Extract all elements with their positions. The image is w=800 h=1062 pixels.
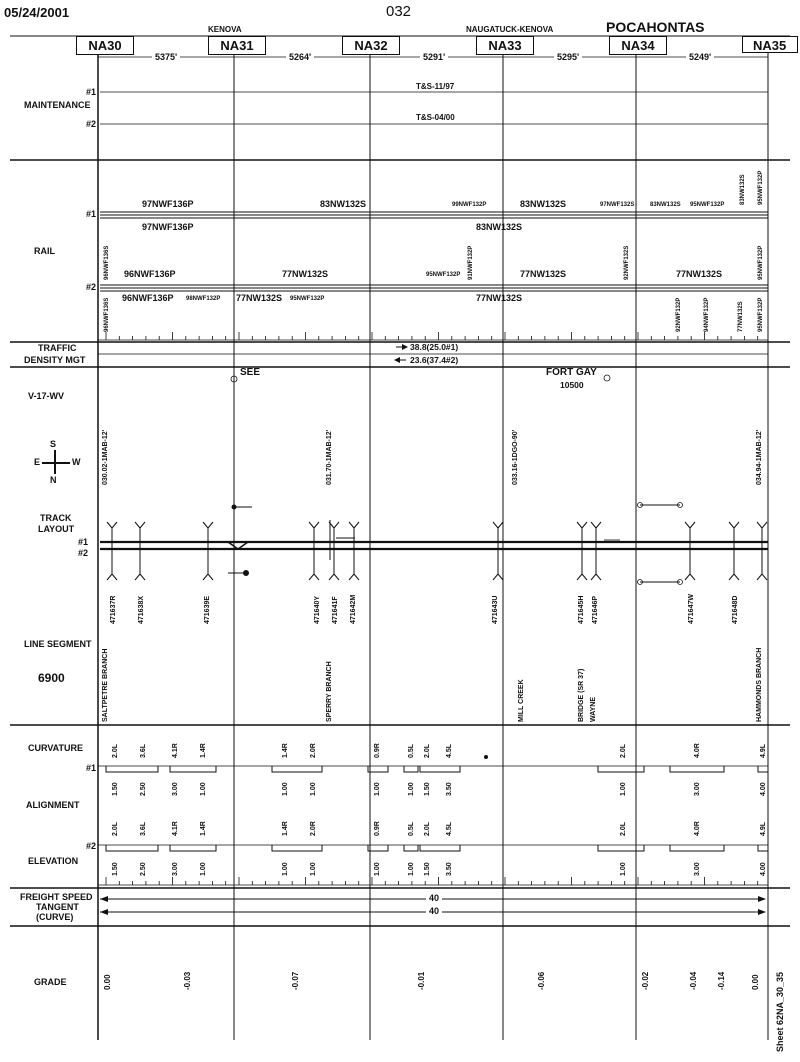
curve-bracket bbox=[758, 845, 768, 851]
freight-tangent-speed: 40 bbox=[426, 894, 442, 903]
density-label: DENSITY MGT bbox=[24, 355, 86, 365]
alignment-value: 3.00 bbox=[694, 782, 701, 796]
grade-value: -0.01 bbox=[417, 971, 426, 990]
grade-value: -0.14 bbox=[717, 971, 726, 990]
crossing-id: 471641F bbox=[332, 596, 339, 624]
sheet-id: Sheet 62NA_30_35 bbox=[775, 971, 785, 1052]
rail-label-item: 96NWF136P bbox=[124, 269, 176, 279]
rail-vertical-label: 95NWF132P bbox=[758, 170, 764, 205]
segment-name: BRIDGE (SR 37) bbox=[578, 668, 585, 722]
crossing-id: 471646P bbox=[592, 595, 599, 624]
curvature-value: 2.0L bbox=[112, 743, 119, 758]
crossing-id: 471643U bbox=[492, 595, 499, 624]
curve-bracket bbox=[758, 766, 768, 772]
curve-bracket bbox=[670, 766, 724, 772]
rail-label-item: 95NWF132P bbox=[290, 296, 325, 302]
milepost-label: 034.94-1MAB-12' bbox=[756, 429, 763, 485]
rail-label-item: 95NWF132P bbox=[426, 272, 461, 278]
crossing-marker-icon bbox=[327, 520, 341, 582]
rail-vertical-label: 96NWF136S bbox=[104, 297, 110, 332]
elevation-value: 1.50 bbox=[112, 862, 119, 876]
crossing-marker-icon bbox=[201, 520, 215, 582]
curvature-track1-label: #1 bbox=[86, 763, 97, 773]
alignment-value: 1.50 bbox=[424, 782, 431, 796]
segment-name: MILL CREEK bbox=[518, 679, 525, 722]
crossing-marker-icon bbox=[347, 520, 361, 582]
alignment-value: 4.00 bbox=[760, 782, 767, 796]
mid-place: NAUGATUCK-KENOVA bbox=[466, 25, 554, 34]
curvature-value: 2.0L bbox=[620, 821, 627, 836]
crossing-marker-icon bbox=[307, 520, 321, 582]
see-note: SEE bbox=[240, 367, 261, 378]
rail-label-item: 97NWF136P bbox=[142, 222, 194, 232]
line-segment-label: LINE SEGMENT bbox=[24, 639, 92, 649]
rail-vertical-label: 95NWF132P bbox=[758, 245, 764, 280]
curve-bracket bbox=[170, 766, 216, 772]
place-code: 10500 bbox=[560, 380, 584, 390]
compass-s: S bbox=[50, 439, 57, 449]
segment-number: 6900 bbox=[38, 671, 65, 685]
curve-bracket bbox=[368, 766, 388, 772]
freight-speed-label: FREIGHT SPEED bbox=[20, 892, 93, 902]
rail-label-item: 99NWF132P bbox=[452, 202, 487, 208]
grade-value: -0.07 bbox=[291, 971, 300, 990]
crossing-id: 471639E bbox=[204, 595, 211, 624]
station-na33: NA33 bbox=[476, 36, 534, 55]
elevation-value: 4.00 bbox=[760, 862, 767, 876]
rail-vertical-label: 95NWF132P bbox=[758, 297, 764, 332]
crossing-marker-icon bbox=[683, 520, 697, 582]
crossing-id: 471642M bbox=[350, 594, 357, 624]
tangent-label: TANGENT bbox=[36, 902, 79, 912]
alignment-value: 3.00 bbox=[172, 782, 179, 796]
alignment-value: 3.50 bbox=[446, 782, 453, 796]
compass-cross-v bbox=[54, 450, 56, 474]
elevation-value: 1.00 bbox=[620, 862, 627, 876]
segment-name: SALTPETRE BRANCH bbox=[102, 648, 109, 722]
elevation-label: ELEVATION bbox=[28, 856, 79, 866]
distance-na32-na33: 5291' bbox=[420, 53, 448, 62]
curvature-value: 2.0R bbox=[310, 743, 317, 758]
traffic-track2: 23.6(37.4#2) bbox=[410, 355, 459, 365]
elevation-value: 1.50 bbox=[424, 862, 431, 876]
distance-na33-na34: 5295' bbox=[554, 53, 582, 62]
rail-label-item: 97NWF136P bbox=[142, 199, 194, 209]
crossing-id: 471637R bbox=[110, 595, 117, 624]
distance-na30-na31: 5375' bbox=[152, 53, 180, 62]
alignment-label: ALIGNMENT bbox=[26, 800, 80, 810]
rail-vertical-label: 83NW132S bbox=[740, 174, 746, 205]
distance-na31-na32: 5264' bbox=[286, 53, 314, 62]
rail-label-item: 97NWF132S bbox=[600, 202, 635, 208]
curve-bracket bbox=[272, 845, 322, 851]
rail-label-item: 77NW132S bbox=[476, 293, 523, 303]
curve-bracket bbox=[598, 845, 644, 851]
curvature-value: 2.0R bbox=[310, 821, 317, 836]
curvature-value: 2.0L bbox=[424, 821, 431, 836]
elevation-value: 3.00 bbox=[172, 862, 179, 876]
curvature-value: 1.4R bbox=[282, 743, 289, 758]
place-name: FORT GAY bbox=[546, 367, 597, 378]
curve-label: (CURVE) bbox=[36, 912, 74, 922]
layout-track1-label: #1 bbox=[78, 537, 89, 547]
elevation-value: 1.00 bbox=[310, 862, 317, 876]
rail-vertical-label: 91NWF132P bbox=[468, 245, 474, 280]
crossing-marker-icon bbox=[755, 520, 769, 582]
station-na32: NA32 bbox=[342, 36, 400, 55]
segment-name: SPERRY BRANCH bbox=[326, 661, 333, 722]
rail-label-item: 77NW132S bbox=[236, 293, 283, 303]
grade-value: -0.02 bbox=[641, 971, 650, 990]
grade-value: -0.03 bbox=[183, 971, 192, 990]
maintenance-track1-value: T&S-11/97 bbox=[416, 82, 455, 91]
rail-label-item: 83NW132S bbox=[650, 202, 681, 208]
curvature-value: 0.9R bbox=[374, 743, 381, 758]
curve-bracket bbox=[404, 766, 418, 772]
rail-vertical-label: 96NWF136S bbox=[104, 245, 110, 280]
rail-label-item: 77NW132S bbox=[520, 269, 567, 279]
compass-n: N bbox=[50, 475, 57, 485]
grade-value: 0.00 bbox=[103, 974, 112, 990]
curve-bracket bbox=[368, 845, 388, 851]
district-name: POCAHONTAS bbox=[606, 19, 705, 35]
curve-bracket bbox=[670, 845, 724, 851]
station-na34: NA34 bbox=[609, 36, 667, 55]
track-layout-label-1: TRACK bbox=[40, 513, 72, 523]
grade-value: 0.00 bbox=[751, 974, 760, 990]
curve-bracket bbox=[404, 845, 418, 851]
maintenance-track1-label: #1 bbox=[86, 87, 97, 97]
track-layout-label-2: LAYOUT bbox=[38, 524, 75, 534]
curvature-value: 4.1R bbox=[172, 821, 179, 836]
curvature-value: 4.1R bbox=[172, 743, 179, 758]
curvature-value: 2.0L bbox=[424, 743, 431, 758]
alignment-value: 1.00 bbox=[200, 782, 207, 796]
rail-label-item: 83NW132S bbox=[476, 222, 523, 232]
crossing-id: 471648D bbox=[732, 595, 739, 624]
traffic-track1: 38.8(25.0#1) bbox=[410, 342, 459, 352]
rail-label-item: 96NWF136P bbox=[122, 293, 174, 303]
curve-bracket bbox=[598, 766, 644, 772]
freight-curve-speed: 40 bbox=[426, 907, 442, 916]
chart-date: 05/24/2001 bbox=[4, 5, 70, 20]
maintenance-track2-value: T&S-04/00 bbox=[416, 113, 455, 122]
alignment-value: 2.50 bbox=[140, 782, 147, 796]
curvature-value: 4.0R bbox=[694, 821, 701, 836]
curvature-value: 0.5L bbox=[408, 821, 415, 836]
curvature-value: 2.0L bbox=[112, 821, 119, 836]
rail-vertical-label: 92NWF132P bbox=[676, 297, 682, 332]
curve-bracket bbox=[272, 766, 322, 772]
traffic-label: TRAFFIC bbox=[38, 343, 77, 353]
curvature-value: 4.5L bbox=[446, 821, 453, 836]
milepost-label: 030.02-1MAB-12' bbox=[102, 429, 109, 485]
segment-name: WAYNE bbox=[590, 696, 597, 722]
station-na31: NA31 bbox=[208, 36, 266, 55]
rail-label-item: 83NW132S bbox=[320, 199, 367, 209]
curvature-value: 0.5L bbox=[408, 743, 415, 758]
curvature-value: 4.9L bbox=[760, 743, 767, 758]
alignment-value: 1.00 bbox=[374, 782, 381, 796]
curvature-value: 1.4R bbox=[282, 821, 289, 836]
crossing-marker-icon bbox=[589, 520, 603, 582]
curve-bracket bbox=[106, 766, 158, 772]
grade-label: GRADE bbox=[34, 977, 67, 987]
maintenance-track2-label: #2 bbox=[86, 119, 97, 129]
station-na35: NA35 bbox=[742, 36, 798, 53]
elevation-value: 1.00 bbox=[200, 862, 207, 876]
curvature-value: 3.6L bbox=[140, 743, 147, 758]
crossing-marker-icon bbox=[491, 520, 505, 582]
alignment-value: 1.00 bbox=[310, 782, 317, 796]
curvature-value: 1.4R bbox=[200, 821, 207, 836]
curve-bracket bbox=[420, 766, 460, 772]
grade-value: -0.06 bbox=[537, 971, 546, 990]
elevation-value: 2.50 bbox=[140, 862, 147, 876]
curve-bracket bbox=[106, 845, 158, 851]
rail-vertical-label: 94NWF132P bbox=[704, 297, 710, 332]
curvature-value: 4.5L bbox=[446, 743, 453, 758]
rail-label-item: 77NW132S bbox=[282, 269, 329, 279]
rail-vertical-label: 92NWF132S bbox=[624, 245, 630, 280]
curvature-label: CURVATURE bbox=[28, 743, 84, 753]
curve-bracket bbox=[170, 845, 216, 851]
elevation-value: 3.50 bbox=[446, 862, 453, 876]
grade-value: -0.04 bbox=[689, 971, 698, 990]
crossing-id: 471640Y bbox=[314, 595, 321, 624]
station-na30: NA30 bbox=[76, 36, 134, 55]
crossing-id: 471645H bbox=[578, 595, 585, 624]
rail-label-item: 95NWF132P bbox=[690, 202, 725, 208]
crossing-id: 471647W bbox=[688, 594, 695, 624]
rail-vertical-label: 77NW132S bbox=[738, 301, 744, 332]
elevation-value: 3.00 bbox=[694, 862, 701, 876]
alignment-value: 1.00 bbox=[620, 782, 627, 796]
compass-w: W bbox=[72, 457, 81, 467]
alignment-value: 1.00 bbox=[282, 782, 289, 796]
crossing-id: 471638X bbox=[138, 595, 145, 624]
crossing-marker-icon bbox=[727, 520, 741, 582]
maintenance-label: MAINTENANCE bbox=[24, 100, 91, 110]
crossing-marker-icon bbox=[133, 520, 147, 582]
compass-cross-h bbox=[42, 462, 70, 464]
layout-track2-label: #2 bbox=[78, 548, 89, 558]
rail-track1-label: #1 bbox=[86, 209, 97, 219]
alignment-value: 1.50 bbox=[112, 782, 119, 796]
rail-track2-label: #2 bbox=[86, 282, 97, 292]
distance-na34-na35: 5249' bbox=[686, 53, 714, 62]
rail-label-item: 83NW132S bbox=[520, 199, 567, 209]
compass-e: E bbox=[34, 457, 41, 467]
curvature-value: 3.6L bbox=[140, 821, 147, 836]
sheet-number: 032 bbox=[386, 3, 412, 20]
curvature-value: 2.0L bbox=[620, 743, 627, 758]
elevation-value: 1.00 bbox=[282, 862, 289, 876]
milepost-label: 033.16-1DGO-90' bbox=[512, 429, 519, 485]
v17-label: V-17-WV bbox=[28, 391, 65, 401]
crossing-marker-icon bbox=[105, 520, 119, 582]
alignment-track2-label: #2 bbox=[86, 841, 97, 851]
milepost-label: 031.70-1MAB-12' bbox=[326, 429, 333, 485]
elevation-value: 1.00 bbox=[374, 862, 381, 876]
curve-bracket bbox=[420, 845, 460, 851]
elevation-value: 1.00 bbox=[408, 862, 415, 876]
crossing-marker-icon bbox=[575, 520, 589, 582]
rail-label-item: 77NW132S bbox=[676, 269, 723, 279]
curvature-value: 4.9L bbox=[760, 821, 767, 836]
segment-name: HAMMONDS BRANCH bbox=[756, 647, 763, 722]
rail-label: RAIL bbox=[34, 246, 55, 256]
alignment-value: 1.00 bbox=[408, 782, 415, 796]
left-place: KENOVA bbox=[208, 25, 242, 34]
curvature-value: 4.0R bbox=[694, 743, 701, 758]
curvature-value: 1.4R bbox=[200, 743, 207, 758]
curvature-value: 0.9R bbox=[374, 821, 381, 836]
rail-label-item: 98NWF132P bbox=[186, 296, 221, 302]
